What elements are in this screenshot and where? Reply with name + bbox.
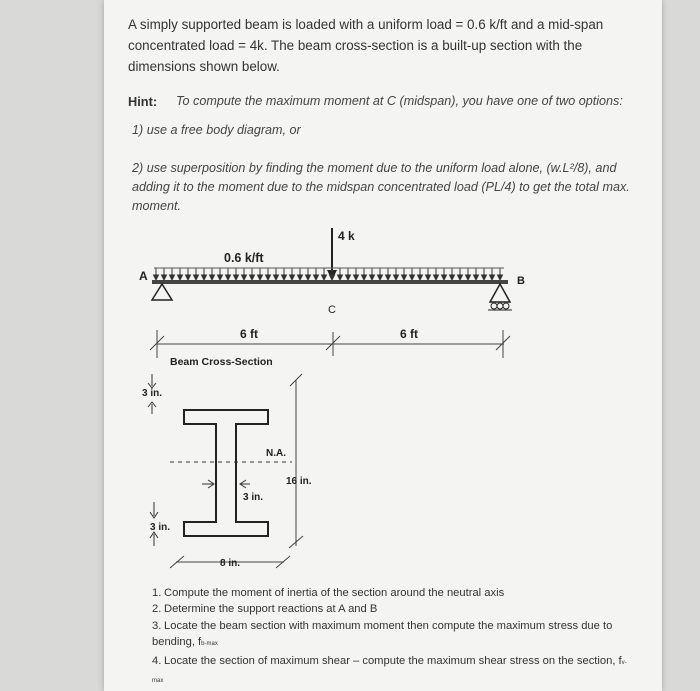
- question-number: 1.: [152, 587, 162, 599]
- udl-arrowhead: [266, 275, 271, 280]
- udl-arrowhead: [354, 275, 359, 280]
- hint-option-2: 2) use superposition by finding the moment due to the uniform load alone, (w.L²/8), and adding it to the moment due to the midspan concentrated load (PL/4) to get the total max. moment.: [132, 161, 630, 213]
- top-flange-label: 3 in.: [142, 388, 163, 399]
- problem-statement: A simply supported beam is loaded with a uniform load = 0.6 k/ft and a mid-span concentrated load = 4k. The beam cross-section is a built-up section with the dimensions shown below.: [128, 17, 604, 74]
- udl-arrowhead: [234, 275, 239, 280]
- udl-arrowhead: [162, 275, 167, 280]
- hint-text: To compute the maximum moment at C (midspan), you have one of two options:: [176, 94, 623, 108]
- udl-arrowhead: [226, 275, 231, 280]
- question-text: Locate the section of maximum shear – compute the maximum shear stress on the section, f: [164, 654, 622, 667]
- question-list: [152, 585, 632, 689]
- roller-support-b: [490, 284, 510, 302]
- udl-arrowhead: [210, 275, 215, 280]
- uniform-load-label: 0.6 k/ft: [224, 251, 264, 265]
- beam: [152, 280, 508, 284]
- udl-arrowhead: [346, 275, 351, 280]
- span-left-label: 6 ft: [240, 327, 258, 341]
- udl-arrowhead: [426, 275, 431, 280]
- worksheet-page: [104, 0, 662, 691]
- udl-arrowhead: [314, 275, 319, 280]
- udl-arrowhead: [458, 275, 463, 280]
- udl-arrowhead: [338, 275, 343, 280]
- udl-arrowhead: [186, 275, 191, 280]
- udl-arrowhead: [282, 275, 287, 280]
- udl-arrowhead: [410, 275, 415, 280]
- question-subscript: b-max: [201, 641, 218, 648]
- udl-arrowhead: [306, 275, 311, 280]
- pin-support-a: [152, 284, 172, 300]
- udl-arrowhead: [474, 275, 479, 280]
- question-item: [152, 601, 632, 617]
- udl-arrowhead: [170, 275, 175, 280]
- question-number: 3.: [152, 619, 162, 632]
- udl-arrowhead: [298, 275, 303, 280]
- udl-arrowhead: [330, 275, 335, 280]
- udl-arrowhead: [402, 275, 407, 280]
- udl-arrowhead: [434, 275, 439, 280]
- hint-label: Hint:: [128, 94, 158, 109]
- section-title: Beam Cross-Section: [170, 356, 273, 368]
- udl-arrowhead: [154, 275, 159, 280]
- midspan-label: C: [328, 304, 336, 316]
- udl-arrowhead: [202, 275, 207, 280]
- question-item: [152, 653, 632, 690]
- bottom-flange-label: 3 in.: [150, 522, 171, 533]
- udl-arrowhead: [378, 275, 383, 280]
- udl-arrowhead: [442, 275, 447, 280]
- roller-wheel: [503, 303, 509, 309]
- udl-arrowhead: [242, 275, 247, 280]
- udl-arrowhead: [178, 275, 183, 280]
- question-text: Locate the beam section with maximum moment then compute the maximum stress due to bending, f: [152, 619, 613, 649]
- udl-arrowhead: [290, 275, 295, 280]
- span-right-label: 6 ft: [400, 327, 418, 341]
- neutral-axis-label: N.A.: [266, 448, 286, 459]
- udl-arrowhead: [386, 275, 391, 280]
- questions: [152, 585, 632, 689]
- roller-wheel: [491, 303, 497, 309]
- udl-arrowhead: [370, 275, 375, 280]
- udl-arrowhead: [322, 275, 327, 280]
- hint-option-1: 1) use a free body diagram, or: [132, 123, 301, 137]
- beam-diagram: [104, 220, 662, 360]
- udl-arrowhead: [418, 275, 423, 280]
- udl-arrowhead: [218, 275, 223, 280]
- udl-arrowhead: [450, 275, 455, 280]
- udl-arrowhead: [258, 275, 263, 280]
- question-number: 4.: [152, 654, 162, 667]
- web-label: 3 in.: [243, 492, 264, 503]
- roller-wheel: [497, 303, 503, 309]
- question-text: Compute the moment of inertia of the section around the neutral axis: [164, 587, 505, 599]
- udl-arrowhead: [482, 275, 487, 280]
- uniform-load-arrows: [154, 268, 503, 280]
- support-a-label: A: [139, 269, 148, 283]
- cross-section-diagram: [104, 350, 404, 580]
- udl-arrowhead: [490, 275, 495, 280]
- udl-arrowhead: [466, 275, 471, 280]
- question-subscript: v-max: [152, 659, 627, 685]
- support-b-label: B: [517, 275, 525, 287]
- question-number: 2.: [152, 603, 162, 616]
- udl-arrowhead: [362, 275, 367, 280]
- udl-arrowhead: [274, 275, 279, 280]
- udl-arrowhead: [498, 275, 503, 280]
- point-load-label: 4 k: [338, 229, 355, 243]
- udl-arrowhead: [394, 275, 399, 280]
- question-item: [152, 618, 632, 653]
- question-item: [152, 585, 632, 601]
- i-beam-section: [184, 410, 268, 536]
- width-label: 8 in.: [220, 558, 241, 569]
- question-text: Determine the support reactions at A and B: [164, 603, 378, 616]
- udl-arrowhead: [194, 275, 199, 280]
- udl-arrowhead: [250, 275, 255, 280]
- depth-label: 16 in.: [286, 476, 312, 487]
